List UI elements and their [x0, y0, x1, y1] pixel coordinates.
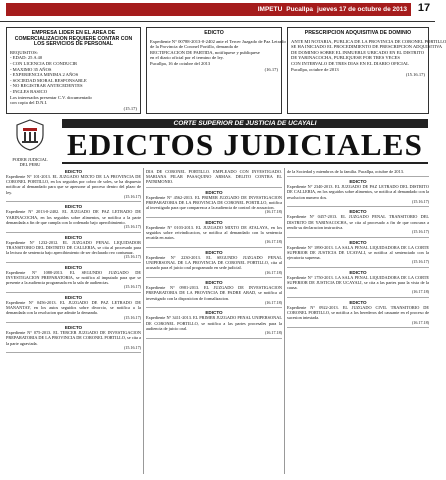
edict-ref: (15.16.17) — [411, 198, 429, 204]
ad-line: Pucallpa, 16 de octubre del 2013 — [150, 60, 211, 66]
edict-heading: EDICTO — [349, 269, 367, 275]
column-divider — [284, 168, 285, 474]
edict-ref: (15.16.17) — [411, 229, 429, 235]
edict-text: Expediente N° 4562-2013. EL PRIMER JUZGADO DE INVESTIGACION PREPARATORIA DE LA PROVINCIA DE CORONEL PORTILLO, notifica al investigado para que comparezca a la audiencia de control de acusacion. — [146, 194, 282, 211]
edict-heading: EDICTO — [205, 280, 223, 286]
edict-ref: (16.17.18) — [264, 209, 282, 215]
edict-text: Expediente N° 2340-2013. EL JUZGADO DE PAZ LETRADO DEL DISTRITO DE CALLERIA, en los seguidos sobre alimentos, se notifica al demandado con la resolucion numero dos. — [287, 184, 429, 200]
ad-line: DE DOMINIO SOBRE EL INMUEBLE UBICADO EN EL DISTRITO — [291, 49, 425, 55]
banner-rule — [62, 162, 428, 164]
edict-heading: EDICTO — [205, 219, 223, 225]
edict-ref: (16.17.18) — [264, 330, 282, 336]
edict-ref: (15.16.17) — [123, 193, 141, 199]
ad-line: - SOCIEDAD MORAL RESPONSABLE — [10, 77, 87, 83]
edict-ref: (16.17.18) — [264, 299, 282, 305]
ad-line: - MAXIMO 35 AÑOS — [10, 66, 52, 72]
edict-text: Expediente N° 0922-2013. EL JUZGADO CIVIL TRANSITORIO DE CORONEL PORTILLO, se notifica a los herederos del causante en el proceso de sucesion intestada. — [287, 305, 429, 321]
edict-text: Expediente N° 3411-2013. EL PRIMER JUZGADO PENAL UNIPERSONAL DE CORONEL PORTILLO, se notifica a las partes procesales para la audiencia de juicio oral. — [146, 315, 282, 331]
header-city: Pucallpa — [286, 6, 314, 13]
ad-line: - CON LICENCIA DE CONDUCIR — [10, 60, 78, 66]
section-banner — [0, 117, 435, 167]
ad-line: de la Provincia de Coronel Portillo, demanda de — [150, 44, 239, 50]
ad-line: - NO REGISTRAR ANTECEDENTES — [10, 83, 83, 89]
ad-prescripcion — [287, 27, 446, 114]
ad-ref: (15.16.17) — [405, 72, 425, 78]
edict-notice — [287, 168, 429, 177]
ad-line: Los interesados presentar C.V. documentado — [10, 94, 92, 100]
edict-notice — [287, 208, 429, 237]
edict-text: Expediente N° 0981-2013. EL JUZGADO DE INVESTIGACION PREPARATORIA DE LA PROVINCIA DE PADRE ABAD, se notifica al investigado con la disposicion de formalizacion. — [146, 285, 282, 301]
ad-line: ANTE MI NOTARIA, PUBLICA DE LA PROVINCIA DE CORONEL PORTILLO — [291, 38, 446, 44]
edict-notice — [146, 279, 282, 308]
section-title: EDICTOS JUDICIALES — [66, 127, 424, 162]
edict-heading: EDICTO — [349, 300, 367, 306]
edict-ref: (16.17.18) — [264, 269, 282, 275]
edict-heading: EDICTO — [64, 169, 83, 174]
edict-notice — [287, 239, 429, 268]
ad-line: - EXPERIENCIA MINIMA 2 AÑOS — [10, 72, 79, 78]
edict-ref: (15.16.17) — [123, 224, 141, 230]
edict-notice — [6, 234, 141, 263]
edict-heading: EDICTO — [205, 310, 223, 316]
edict-text: Expediente N° 1088-2013. EL SEGUNDO JUZGADO DE INVESTIGACION PREPARATORIA, se notifica al imputado para que se presente a la audiencia programada en la sala de audiencias. — [6, 269, 141, 286]
edict-ref: (15.16.17) — [123, 344, 141, 350]
ad-title: PRESCRIPCION ADQUISITIVA DE DOMINIO — [304, 30, 412, 36]
header-date: jueves 17 de octubre de 2013 — [317, 6, 407, 13]
ad-line: - EDAD: 25 A 40 — [10, 55, 43, 61]
edict-ref: (15.16.17) — [123, 314, 141, 320]
edict-ref: (16.17.18) — [264, 239, 282, 245]
edict-text: Expediente N° 1750-2013. LA SALA PENAL LIQUIDADORA DE LA CORTE SUPERIOR DE JUSTICIA DE UCAYALI, se cita a las partes para la vista de la causa. — [287, 274, 429, 291]
edict-text: Expediente N° 0457-2013. EL JUZGADO PENAL TRANSITORIO DEL DISTRITO DE YARINACOCHA, se cita al procesado a fin de que concurra a rendir su declaracion instructiva. — [287, 214, 429, 230]
ad-title: EMPRESA LIDER EN EL AREA DE COMERCIALIZACION REQUIERE CONTAR CON LOS SERVICIOS DE PERSONAL — [14, 30, 133, 48]
edict-heading: EDICTO — [64, 204, 83, 210]
edict-text: de la Sociedad y miembros de la familia. Pucallpa, octubre de 2013. — [287, 169, 404, 174]
edict-heading: EDICTO — [64, 264, 83, 270]
edict-text: Expediente N° 101-2013. EL JUZGADO MIXTO DE LA PROVINCIA DE CORONEL PORTILLO, en los seguidos por cobro de soles, se ha dispuesto notificar al demandado para que se apersone al proceso dentro del plazo de ley. — [6, 174, 141, 195]
edict-notice — [6, 168, 141, 202]
edict-text: Expediente N° 075-2013. EL TERCER JUZGADO DE INVESTIGACION PREPARATORIA DE LA PROVINCIA DE CORONEL PORTILLO, se cita a la parte agraviada. — [6, 330, 141, 346]
ad-ref: (16.17) — [264, 66, 278, 72]
edict-notice — [6, 203, 141, 232]
edict-text: Expediente N° 1890-2013. LA SALA PENAL LIQUIDADORA DE LA CORTE SUPERIOR DE JUSTICIA DE UCAYALI, se notifica al sentenciado con la ejecutoria suprema. — [287, 244, 429, 261]
ad-line: Pucallpa, octubre de 2013 — [291, 66, 339, 72]
poder-judicial-logo — [8, 119, 52, 165]
edict-notice — [6, 264, 141, 293]
edict-notice — [6, 324, 141, 353]
page-number: 17 — [417, 2, 431, 14]
column-divider — [143, 168, 144, 474]
edict-text: Expediente N° 1232-2012. EL JUZGADO PENAL LIQUIDADOR TRANSITORIO DEL DISTRITO DE CALLERIA, se cita al procesado para la lectura de sentencia bajo apercibimiento de ser declarado reo contumaz. — [6, 239, 141, 256]
edicts-column-1 — [6, 168, 141, 474]
edict-text: Expediente N° 0456-2013. EL JUZGADO DE PAZ LETRADO DE MANANTAY, en los autos seguidos sobre divorcio, se notifica a la demandada con la resolucion que admite la demanda. — [6, 300, 141, 316]
ad-line: - INGLES BASICO — [10, 88, 48, 94]
edict-heading: EDICTO — [64, 295, 83, 301]
edict-notice — [287, 178, 429, 207]
edict-ref: (16.17.18) — [411, 319, 429, 325]
edict-heading: EDICTO — [64, 325, 83, 331]
edict-text: Expediente N° 2013-0-2402. EL JUZGADO DE PAZ LETRADO DE YARINACOCHA, en los seguidos sobre alimentos, se notifica a la parte demandada a fin de que cumpla con lo ordenado bajo apercibimiento. — [6, 209, 141, 225]
edict-ref: (15.16.17) — [411, 259, 429, 265]
ad-title: EDICTO — [204, 30, 224, 36]
edicts-column-3 — [287, 168, 429, 474]
edict-ref: (15.16.17) — [123, 254, 141, 260]
court-name: CORTE SUPERIOR DE JUSTICIA DE UCAYALI — [62, 119, 428, 128]
edict-notice — [146, 249, 282, 278]
ad-line: SE HA INICIADO EL PROCEDIMIENTO DE PRESCRIPCION ADQUISITIVA — [291, 44, 443, 50]
brand-name: IMPETU — [257, 6, 283, 13]
edict-ref: (16.17.18) — [411, 289, 429, 295]
edict-heading: EDICTO — [349, 209, 367, 215]
edict-notice — [287, 299, 429, 328]
edict-text: Expediente N° 2230-2013. EL SEGUNDO JUZGADO PENAL UNIPERSONAL DE LA PROVINCIA DE CORONEL PORTILLO, cita al acusado para el juicio oral programado en sede judicial. — [146, 255, 282, 271]
page-header — [0, 0, 435, 22]
ad-job-offer — [6, 27, 141, 114]
edict-text: Expediente N° 0103-2013. EL JUZGADO MIXTO DE ATALAYA, en los seguidos sobre reivindicacion, se notifica al demandado con la sentencia recaida en autos. — [146, 224, 282, 241]
ad-line: con copia del D.N.I. — [10, 100, 48, 106]
edict-heading: EDICTO — [205, 250, 223, 256]
edict-notice — [146, 219, 282, 248]
edict-ref: (15.16.17) — [123, 284, 141, 290]
ad-line: en el diario oficial por el termino de ley. — [150, 55, 224, 61]
edict-notice — [146, 168, 282, 188]
logo-name: PODER JUDICIAL DEL PERU — [12, 157, 48, 167]
header-bar — [6, 3, 411, 16]
ad-line: RECTIFICACION DE PARTIDA, notifiquese y publiquese — [150, 49, 260, 55]
ad-line: REQUISITOS: — [10, 49, 38, 55]
edict-heading: EDICTO — [64, 234, 83, 240]
edict-notice — [146, 309, 282, 338]
edict-notice — [6, 294, 141, 323]
edict-heading: EDICTO — [349, 179, 367, 185]
edict-notice — [146, 189, 282, 218]
ad-line: Expediente N° 00788-2013-0-2402 ante el Tercer Juzgado de Paz Letrado — [150, 38, 286, 44]
seal-icon — [15, 119, 45, 151]
ad-line: CON INTERVALO DE TRES DIAS EN EL DIARIO OFICIAL — [291, 60, 409, 66]
edict-heading: EDICTO — [349, 239, 367, 245]
edict-notice — [287, 269, 429, 298]
ad-line: DE YARINACOCHA, PUBLIQUESE POR TRES VECES — [291, 55, 400, 61]
edict-text: DIA DE CORONEL PORTILLO. EMPLEADO CON INVESTIGADO. MARIANA PILAR PASAQUINO ARMAS. DELITO CONTRA EL PATRIMONIO. — [146, 169, 282, 185]
ad-edicto — [146, 27, 286, 114]
ad-ref: (15.17) — [123, 105, 137, 111]
edicts-column-2 — [146, 168, 282, 474]
edict-heading: EDICTO — [205, 189, 223, 195]
